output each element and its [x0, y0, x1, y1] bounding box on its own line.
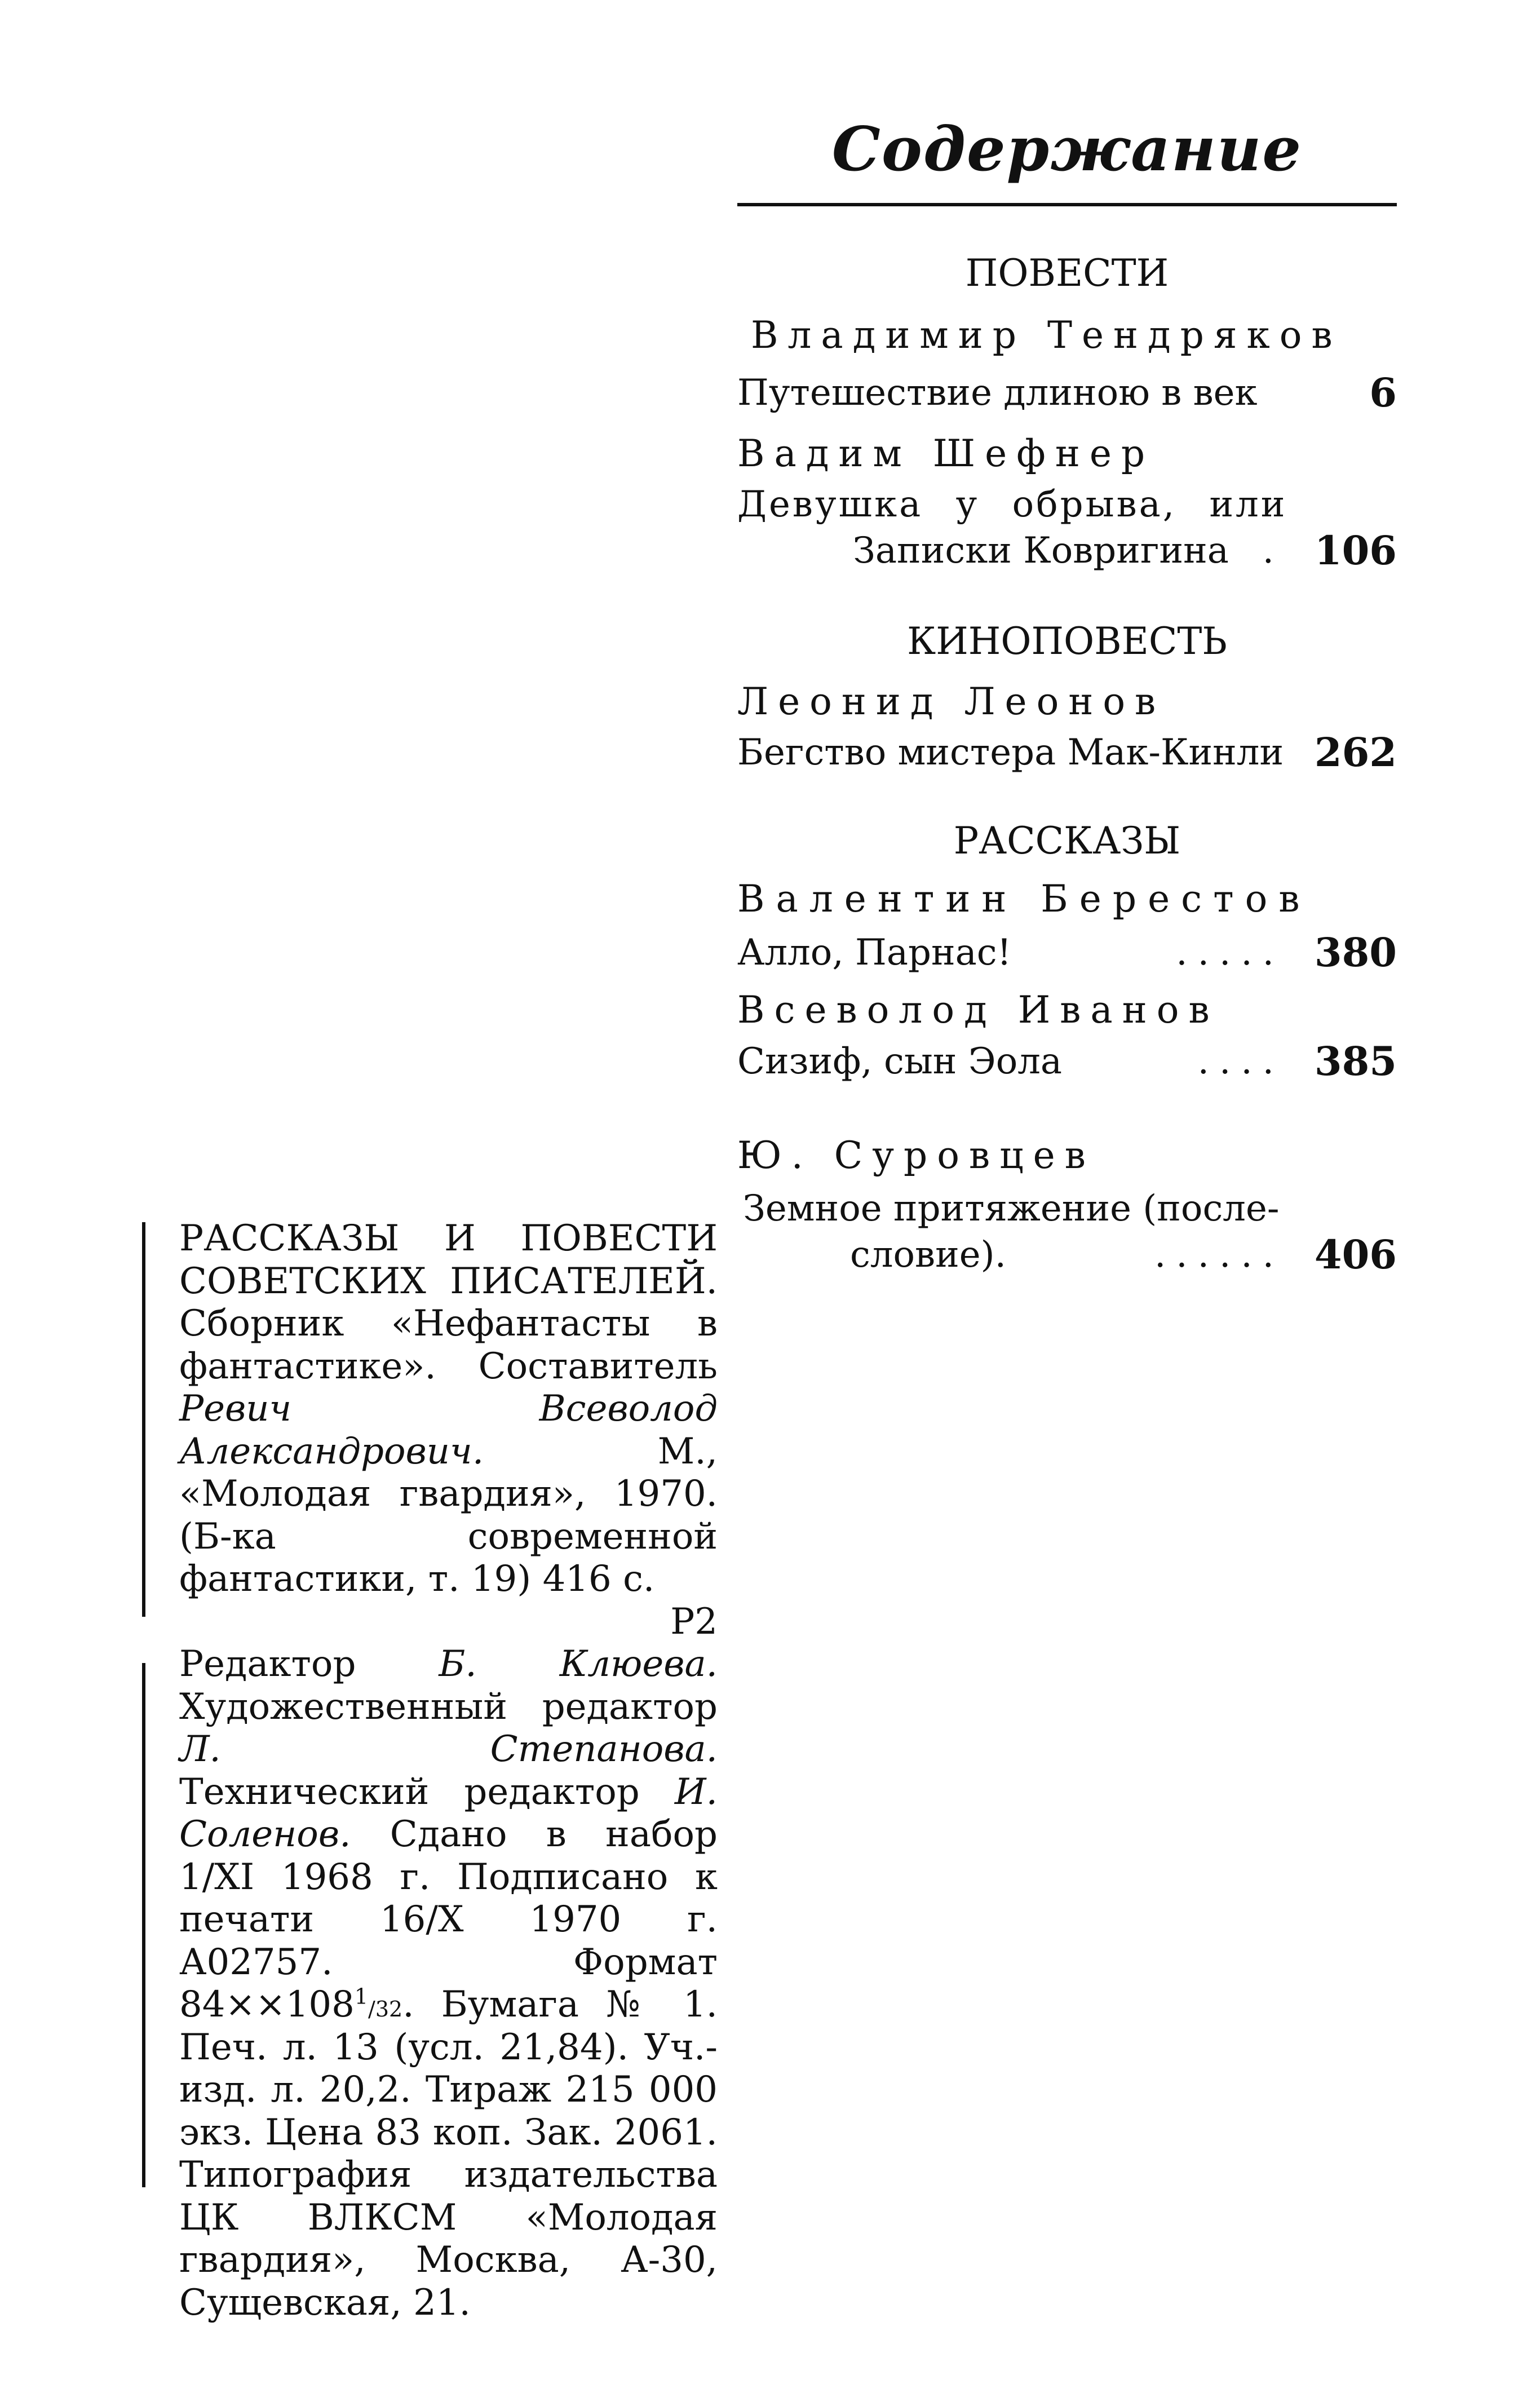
imprint-publisher: М., «Молодая гвардия», 1970. (Б-ка современной фантастики, т. 19) 416 с. [179, 1430, 718, 1600]
tech-editor-label: Технический редактор [179, 1771, 640, 1813]
toc-page-number: 406 [1314, 1231, 1397, 1278]
toc-dot-leader: . [1262, 530, 1284, 572]
toc-author: Валентин Берестов [737, 877, 1311, 921]
toc-page-number: 385 [1314, 1038, 1397, 1085]
toc-page-number: 106 [1314, 527, 1397, 574]
margin-bar [142, 1222, 145, 1617]
toc-page-number: 262 [1314, 729, 1397, 776]
toc-page-number: 6 [1369, 369, 1397, 416]
art-editor-label: Художественный редактор [179, 1686, 718, 1728]
toc-dot-leader: ...... [1154, 1234, 1284, 1276]
imprint-collection: Сборник «Нефантасты в фантастике». Составитель [179, 1303, 718, 1387]
toc-author: Всеволод Иванов [737, 988, 1219, 1032]
printer-info: Типография издательства ЦК ВЛКСМ «Молодая гвардия», Москва, А-30, Сущевская, 21. [179, 2154, 718, 2324]
editor-label: Редактор [179, 1643, 356, 1685]
imprint-code: Р2 [670, 1600, 718, 1643]
toc-entry-title: Сизиф, сын Эола [737, 1041, 1063, 1082]
imprint-compiler: Ревич Всеволод Александрович. [179, 1388, 718, 1472]
toc-page-number: 380 [1314, 929, 1397, 976]
title-rule [737, 203, 1397, 206]
toc-author: Вадим Шефнер [737, 432, 1155, 475]
toc-author: Владимир Тендряков [751, 313, 1342, 357]
print-info: Сдано в набор 1/XI 1968 г. Подписано к печати 16/X 1970 г. А02757. Формат 84× [179, 1814, 718, 2025]
tech-editor-name: И. Соленов. [179, 1771, 718, 1855]
toc-entry-title: Алло, Парнас! [737, 932, 1012, 974]
imprint-description [179, 1218, 718, 1601]
toc-title: Содержание [831, 114, 1303, 185]
toc-author: Леонид Леонов [737, 680, 1166, 723]
toc-entry-title: Путешествие длиною в век [737, 372, 1258, 414]
toc-entry-title-line2: словие). [850, 1234, 1006, 1276]
toc-entry-title-line1: Земное притяжение (после- [743, 1188, 1280, 1229]
imprint-block [179, 1218, 718, 2324]
print-info-tail: . Бумага № 1. Печ. л. 13 (усл. 21,84). Уч.-изд. л. 20,2. Тираж 215 000 экз. Цена 83 коп. Зак. 2061. [179, 1984, 718, 2153]
print-info-format: ×108 [255, 1984, 355, 2025]
section-povesti: ПОВЕСТИ [965, 251, 1169, 295]
toc-entry-title-line1: Девушка у обрыва, или [737, 484, 1287, 525]
toc-dot-leader: ..... [1176, 932, 1284, 974]
toc-dot-leader: .... [1197, 1041, 1284, 1082]
toc-entry-title: Бегство мистера Мак-Кинли [737, 732, 1284, 773]
imprint-head: РАССКАЗЫ И ПОВЕСТИ СОВЕТСКИХ ПИСАТЕЛЕЙ. [179, 1218, 718, 1302]
format-fraction-denominator: /32 [368, 1997, 403, 2022]
margin-bar [142, 1663, 145, 2187]
art-editor-name: Л. Степанова. [179, 1728, 718, 1770]
format-fraction-numerator: 1 [354, 1984, 369, 2009]
editor-name: Б. Клюева. [439, 1643, 718, 1685]
section-rasskazy: РАССКАЗЫ [953, 819, 1181, 863]
imprint-credits [179, 1643, 718, 2324]
toc-entry-title-line2: Записки Ковригина [853, 530, 1229, 572]
toc-author: Ю. Суровцев [737, 1134, 1095, 1177]
section-kinopovest: КИНОПОВЕСТЬ [907, 620, 1227, 663]
